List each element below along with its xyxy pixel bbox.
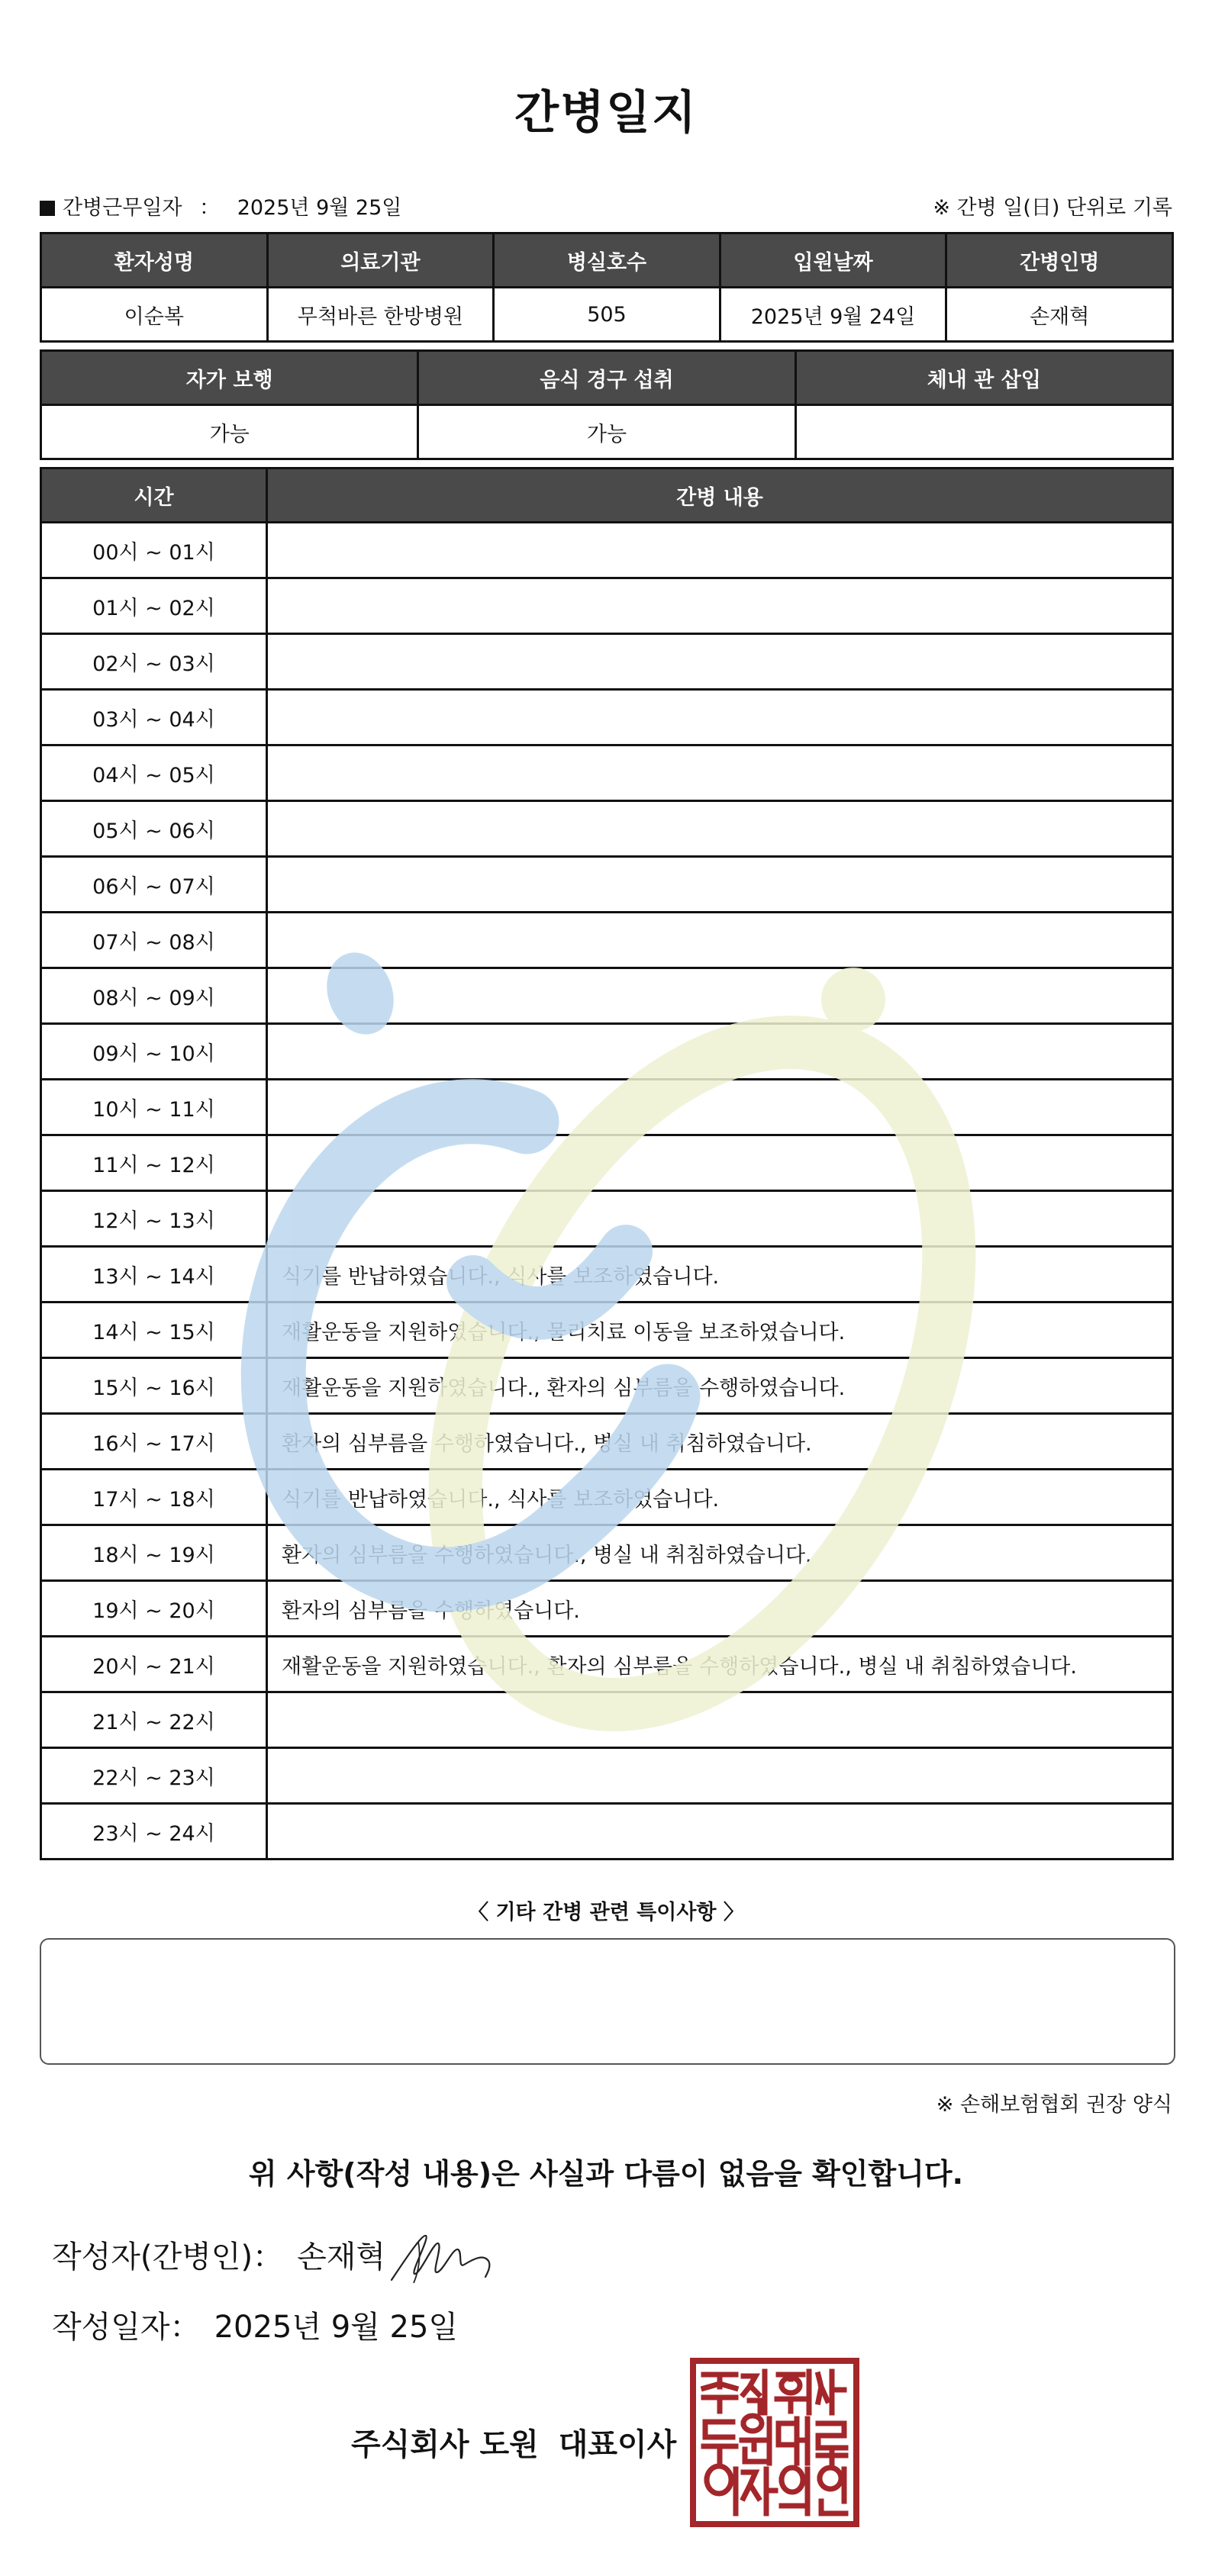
log-row <box>41 634 1173 690</box>
recommended-form-note: ※ 손해보험협회 권장 양식 <box>936 2093 1172 2117</box>
log-row <box>41 1191 1173 1247</box>
log-time-cell: 12시 ~ 13시 <box>41 1191 267 1247</box>
log-row <box>41 1302 1173 1358</box>
log-content-cell[interactable] <box>267 1804 1173 1860</box>
room-number: 505 <box>494 288 720 342</box>
log-time-cell: 06시 ~ 07시 <box>41 857 267 913</box>
log-time-cell: 07시 ~ 08시 <box>41 913 267 968</box>
special-notes-label: 〈 기타 간병 관련 특이사항 〉 <box>468 1901 744 1924</box>
log-row <box>41 1581 1173 1637</box>
patient-ability-table <box>40 349 1174 460</box>
company-seal-stamp <box>690 2358 859 2527</box>
log-row <box>41 523 1173 578</box>
log-row <box>41 745 1173 801</box>
log-content-cell[interactable] <box>267 1080 1173 1135</box>
log-time-cell: 17시 ~ 18시 <box>41 1470 267 1525</box>
written-date-line <box>52 2303 458 2346</box>
log-content-cell[interactable]: 환자의 심부름을 수행하였습니다., 병실 내 취침하였습니다. <box>267 1414 1173 1470</box>
log-time-cell: 21시 ~ 22시 <box>41 1692 267 1748</box>
log-content-cell[interactable] <box>267 745 1173 801</box>
log-time-cell: 14시 ~ 15시 <box>41 1302 267 1358</box>
work-date-separator: ： <box>199 196 221 220</box>
writer-label: 작성자(간병인)： <box>52 2240 284 2275</box>
log-time-cell: 23시 ~ 24시 <box>41 1804 267 1860</box>
log-row <box>41 1692 1173 1748</box>
log-row <box>41 1637 1173 1692</box>
log-time-cell: 04시 ~ 05시 <box>41 745 267 801</box>
header-care-content: 간병 내용 <box>267 469 1173 523</box>
company-line <box>351 2420 676 2464</box>
log-row <box>41 578 1173 634</box>
patient-info-table <box>40 232 1174 343</box>
log-row <box>41 1804 1173 1860</box>
log-row <box>41 1525 1173 1581</box>
log-row <box>41 1358 1173 1414</box>
page-title: 간병일지 <box>514 86 698 140</box>
confirmation-statement: 위 사항(작성 내용)은 사실과 다름이 없음을 확인합니다. <box>248 2157 964 2191</box>
log-row <box>41 1135 1173 1191</box>
hospital-name: 무척바른 한방병원 <box>267 288 494 342</box>
log-content-cell[interactable]: 재활운동을 지원하였습니다., 물리치료 이동을 보조하였습니다. <box>267 1302 1173 1358</box>
header-patient-name: 환자성명 <box>41 233 268 288</box>
log-row <box>41 1247 1173 1302</box>
header-caregiver-name: 간병인명 <box>946 233 1173 288</box>
log-content-cell[interactable]: 식기를 반납하였습니다., 식사를 보조하였습니다. <box>267 1247 1173 1302</box>
log-time-cell: 13시 ~ 14시 <box>41 1247 267 1302</box>
log-time-cell: 02시 ~ 03시 <box>41 634 267 690</box>
log-row <box>41 1470 1173 1525</box>
log-time-cell: 18시 ~ 19시 <box>41 1525 267 1581</box>
company-representative: 대표이사 <box>558 2427 677 2462</box>
log-content-cell[interactable] <box>267 1024 1173 1080</box>
header-oral-intake: 음식 경구 섭취 <box>418 351 795 405</box>
header-admission-date: 입원날짜 <box>720 233 946 288</box>
signature-image <box>388 2227 495 2288</box>
header-time: 시간 <box>41 469 267 523</box>
log-time-cell: 20시 ~ 21시 <box>41 1637 267 1692</box>
admission-date: 2025년 9월 24일 <box>720 288 946 342</box>
square-bullet-icon <box>40 201 55 216</box>
log-content-cell[interactable]: 재활운동을 지원하였습니다., 환자의 심부름을 수행하였습니다., 병실 내 취침하였습니다. <box>267 1637 1173 1692</box>
log-time-cell: 03시 ~ 04시 <box>41 690 267 745</box>
log-content-cell[interactable]: 환자의 심부름을 수행하였습니다. <box>267 1581 1173 1637</box>
log-row <box>41 1414 1173 1470</box>
log-time-cell: 08시 ~ 09시 <box>41 968 267 1024</box>
log-rows <box>41 523 1173 1860</box>
log-time-cell: 10시 ~ 11시 <box>41 1080 267 1135</box>
log-time-cell: 16시 ~ 17시 <box>41 1414 267 1470</box>
log-row <box>41 1080 1173 1135</box>
log-content-cell[interactable] <box>267 913 1173 968</box>
header-tube-insertion: 체내 관 삽입 <box>795 351 1172 405</box>
work-date-label: 간병근무일자 <box>63 196 182 220</box>
log-time-cell: 00시 ~ 01시 <box>41 523 267 578</box>
log-content-cell[interactable] <box>267 1748 1173 1804</box>
special-notes-box[interactable] <box>40 1938 1175 2065</box>
log-time-cell: 05시 ~ 06시 <box>41 801 267 857</box>
written-date-value: 2025년 9월 25일 <box>214 2310 459 2345</box>
seal-glyphs <box>696 2364 853 2521</box>
log-content-cell[interactable] <box>267 523 1173 578</box>
self-walking-value: 가능 <box>41 405 418 459</box>
special-notes-text <box>41 1940 1174 1964</box>
log-content-cell[interactable] <box>267 634 1173 690</box>
oral-intake-value: 가능 <box>418 405 795 459</box>
log-time-cell: 22시 ~ 23시 <box>41 1748 267 1804</box>
work-date-line <box>40 191 401 221</box>
patient-name: 이순복 <box>41 288 268 342</box>
log-time-cell: 19시 ~ 20시 <box>41 1581 267 1637</box>
daily-record-note: ※ 간병 일(日) 단위로 기록 <box>933 196 1172 220</box>
log-row <box>41 857 1173 913</box>
log-row <box>41 1748 1173 1804</box>
log-content-cell[interactable] <box>267 857 1173 913</box>
log-content-cell[interactable] <box>267 690 1173 745</box>
work-date-value: 2025년 9월 25일 <box>237 196 402 220</box>
company-name: 주식회사 도원 <box>351 2427 539 2462</box>
header-hospital: 의료기관 <box>267 233 494 288</box>
header-self-walking: 자가 보행 <box>41 351 418 405</box>
log-content-cell[interactable] <box>267 968 1173 1024</box>
log-row <box>41 1024 1173 1080</box>
writer-name: 손재혁 <box>297 2240 385 2275</box>
log-time-cell: 11시 ~ 12시 <box>41 1135 267 1191</box>
header-room: 병실호수 <box>494 233 720 288</box>
log-content-cell[interactable]: 재활운동을 지원하였습니다., 환자의 심부름을 수행하였습니다. <box>267 1358 1173 1414</box>
log-content-cell[interactable]: 식기를 반납하였습니다., 식사를 보조하였습니다. <box>267 1470 1173 1525</box>
log-time-cell: 09시 ~ 10시 <box>41 1024 267 1080</box>
log-content-cell[interactable] <box>267 801 1173 857</box>
log-content-cell[interactable]: 환자의 심부름을 수행하였습니다., 병실 내 취침하였습니다. <box>267 1525 1173 1581</box>
log-content-cell[interactable] <box>267 1191 1173 1247</box>
log-content-cell[interactable] <box>267 578 1173 634</box>
caregiver-name: 손재혁 <box>946 288 1173 342</box>
log-row <box>41 801 1173 857</box>
tube-insertion-value <box>795 405 1172 459</box>
log-content-cell[interactable] <box>267 1692 1173 1748</box>
written-date-label: 작성일자： <box>52 2310 201 2345</box>
log-content-cell[interactable] <box>267 1135 1173 1191</box>
log-time-cell: 15시 ~ 16시 <box>41 1358 267 1414</box>
log-row <box>41 690 1173 745</box>
log-row <box>41 968 1173 1024</box>
log-time-cell: 01시 ~ 02시 <box>41 578 267 634</box>
writer-line <box>52 2233 385 2276</box>
hourly-care-log-table <box>40 467 1174 1860</box>
log-row <box>41 913 1173 968</box>
